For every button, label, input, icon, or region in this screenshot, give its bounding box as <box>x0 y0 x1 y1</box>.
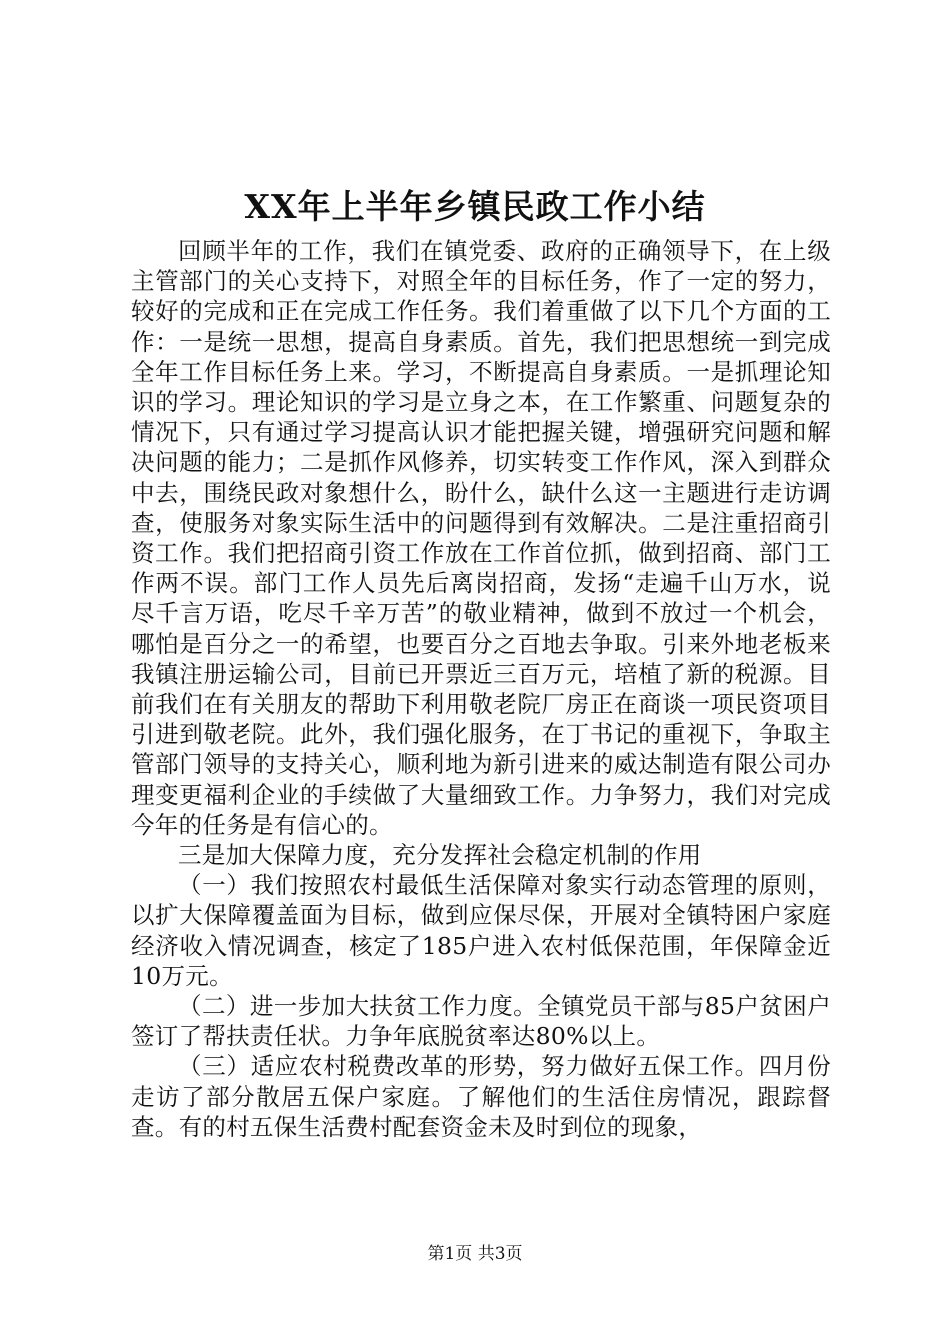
document-body <box>131 236 831 1142</box>
page-number-footer: 第1页 共3页 <box>427 1244 523 1264</box>
paragraph-1: 回顾半年的工作，我们在镇党委、政府的正确领导下，在上级主管部门的关心支持下，对照全年的目标任务，作了一定的努力，较好的完成和正在完成工作任务。我们着重做了以下几个方面的工作：一是统一思想，提高自身素质。首先，我们把思想统一到完成全年工作目标任务上来。学习，不断提高自身素质。一是抓理论知识的学习。理论知识的学习是立身之本，在工作繁重、问题复杂的情况下，只有通过学习提高认识才能把握关键，增强研究问题和解决问题的能力；二是抓作风修养，切实转变工作作风，深入到群众中去，围绕民政对象想什么，盼什么，缺什么这一主题进行走访调查，使服务对象实际生活中的问题得到有效解决。二是注重招商引资工作。我们把招商引资工作放在工作首位抓，做到招商、部门工作两不误。部门工作人员先后离岗招商，发扬“走遍千山万水，说尽千言万语，吃尽千辛万苦”的敬业精神，做到不放过一个机会，哪怕是百分之一的希望，也要百分之百地去争取。引来外地老板来我镇注册运输公司，目前已开票近三百万元，培植了新的税源。目前我们在有关朋友的帮助下利用敬老院厂房正在商谈一项民资项目引进到敬老院。此外，我们强化服务，在丁书记的重视下，争取主管部门领导的支持关心，顺利地为新引进来的威达制造有限公司办理变更福利企业的手续做了大量细致工作。力争努力，我们对完成今年的任务是有信心的。 <box>131 237 831 839</box>
paragraph-4: （二）进一步加大扶贫工作力度。全镇党员干部与85户贫困户签订了帮扶责任状。力争年底脱贫率达80%以上。 <box>131 992 831 1051</box>
document-title: XX年上半年乡镇民政工作小结 <box>244 187 706 226</box>
paragraph-3: （一）我们按照农村最低生活保障对象实行动态管理的原则，以扩大保障覆盖面为目标，做到应保尽保，开展对全镇特困户家庭经济收入情况调查，核定了185户进入农村低保范围，年保障金近10万元。 <box>131 871 831 990</box>
paragraph-5: （三）适应农村税费改革的形势，努力做好五保工作。四月份走访了部分散居五保户家庭。了解他们的生活住房情况，跟踪督查。有的村五保生活费村配套资金未及时到位的现象， <box>131 1052 831 1141</box>
paragraph-2: 三是加大保障力度，充分发挥社会稳定机制的作用 <box>178 841 702 870</box>
